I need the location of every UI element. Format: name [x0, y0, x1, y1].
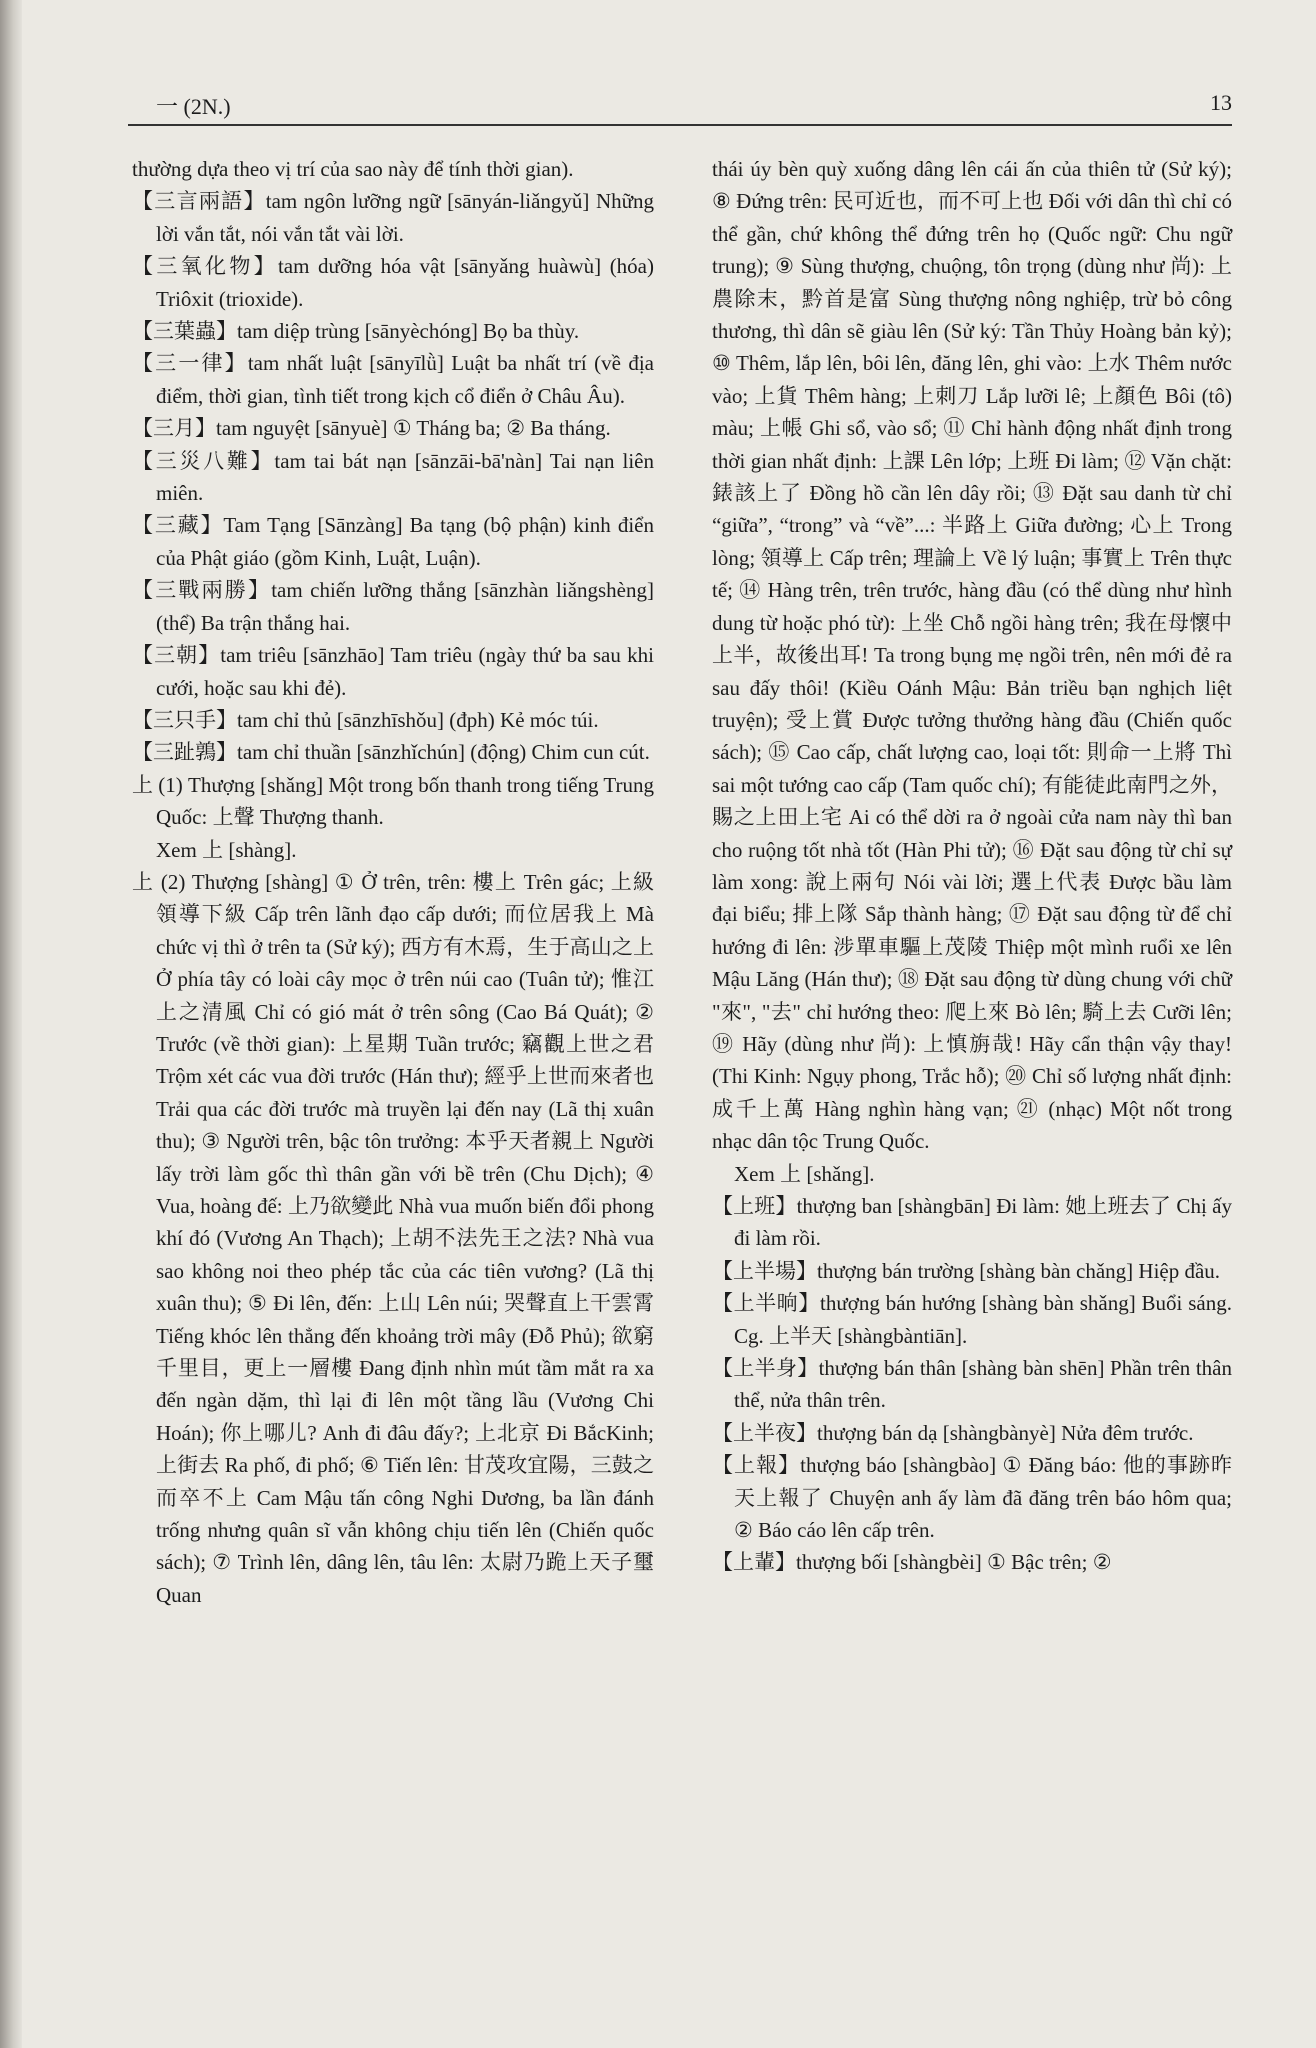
running-head: 一 (2N.)	[156, 94, 231, 119]
entry-thuong-shang-main: 上 (2) Thượng [shàng] ① Ở trên, trên: 樓上 Trên gác; 上級領導下級 Cấp trên lãnh đạo cấp dưới; 而位居我上 Mà chức vị thì ở trên ta (Sử ký); 西方有木焉，生于高山之上 Ở phía tây có loài cây mọc ở trên núi cao (Tuân tử); 惟江上之清風 Chỉ có gió mát ở trên sông (Cao Bá Quát); ② Trước (về thời gian): 上星期 Tuần trước; 竊觀上世之君 Trộm xét các vua đời trước (Hán thư); 經乎上世而來者也 Trải qua các đời trước mà truyền lại đến nay (Lã thị xuân thu); ③ Người trên, bậc tôn trưởng: 本乎天者親上 Người lấy trời làm gốc thì thân gần với bề trên (Chu Dịch); ④ Vua, hoàng đế: 上乃欲變此 Nhà vua muốn biến đổi phong khí đó (Vương An Thạch); 上胡不法先王之法? Nhà vua sao không noi theo phép tắc của các tiên vương? (Lã thị xuân thu); ⑤ Đi lên, đến: 上山 Lên núi; 哭聲直上干雲霄 Tiếng khóc lên thẳng đến khoảng trời mây (Đỗ Phủ); 欲窮千里目，更上一層樓 Đang định nhìn mút tầm mắt ra xa đến ngàn dặm, thì lại đi lên một tầng lầu (Vương Chi Hoán); 你上哪儿? Anh đi đâu đấy?; 上北京 Đi BắcKinh; 上街去 Ra phố, đi phố; ⑥ Tiến lên: 甘茂攻宜陽，三鼓之而卒不上 Cam Mậu tấn công Nghi Dương, ba lần đánh trống nhưng quân sĩ vẫn không chịu tiến lên (Chiến quốc sách); ⑦ Trình lên, dâng lên, tâu lên: 太尉乃跪上天子璽 Quan	[132, 869, 654, 1607]
entry-tam-duong-hoa-vat: 【三氧化物】tam dưỡng hóa vật [sānyǎng huàwù] (hóa) Triôxit (trioxide).	[132, 254, 654, 311]
page-number: 13	[1210, 90, 1232, 115]
continued-entry-thuong: thái úy bèn quỳ xuống dâng lên cái ấn của thiên tử (Sử ký); ⑧ Đứng trên: 民可近也，而不可上也 Đối với dân thì chỉ có thể gần, chứ không thể đứng trên họ (Quốc ngữ: Chu ngữ trung); ⑨ Sùng thượng, chuộng, tôn trọng (dùng như 尚): 上農除末，黔首是富 Sùng thượng nông nghiệp, trừ bỏ công thương, thì dân sẽ giàu lên (Sử ký: Tần Thủy Hoàng bản kỷ); ⑩ Thêm, lắp lên, bôi lên, đăng lên, ghi vào: 上水 Thêm nước vào; 上貨 Thêm hàng; 上刺刀 Lắp lưỡi lê; 上顏色 Bôi (tô) màu; 上帳 Ghi sổ, vào sổ; ⑪ Chỉ hành động nhất định trong thời gian nhất định: 上課 Lên lớp; 上班 Đi làm; ⑫ Vặn chặt: 錶該上了 Đồng hồ cần lên dây rồi; ⑬ Đặt sau danh từ chỉ “giữa”, “trong” và “về”...: 半路上 Giữa đường; 心上 Trong lòng; 領導上 Cấp trên; 理論上 Về lý luận; 事實上 Trên thực tế; ⑭ Hàng trên, trên trước, hàng đầu (có thể dùng như hình dung từ hoặc phó từ): 上坐 Chỗ ngồi hàng trên; 我在母懷中上半，故後出耳! Ta trong bụng mẹ ngồi trên, nên mới đẻ ra sau đấy thôi! (Kiều Oánh Mậu: Bản triều bạn nghịch liệt truyện); 受上賞 Được tưởng thưởng hàng đầu (Chiến quốc sách); ⑮ Cao cấp, chất lượng cao, loại tốt: 則命一上將 Thì sai một tướng cao cấp (Tam quốc chí); 有能徒此南門之外，賜之上田上宅 Ai có thể dời ra ở ngoài cửa nam này thì ban cho ruộng tốt nhà tốt (Hàn Phi tử); ⑯ Đặt sau động từ chỉ sự làm xong: 說上兩句 Nói vài lời; 選上代表 Được bầu làm đại biểu; 排上隊 Sắp thành hàng; ⑰ Đặt sau động từ để chỉ hướng đi lên: 涉單車驅上茂陵 Thiệp một mình ruổi xe lên Mậu Lăng (Hán thư); ⑱ Đặt sau động từ dùng chung với chữ "來", "去" chỉ hướng theo: 爬上來 Bò lên; 騎上去 Cưỡi lên; ⑲ Hãy (dùng như 尚): 上慎旃哉! Hãy cẩn thận vậy thay! (Thi Kinh: Ngụy phong, Trắc hỗ); ⑳ Chỉ số lượng nhất định: 成千上萬 Hàng nghìn hàng vạn; ㉑ (nhạc) Một nốt trong nhạc dân tộc Trung Quốc.	[712, 157, 1232, 1154]
continued-text: thường dựa theo vị trí của sao này để tính thời gian).	[132, 157, 574, 181]
entry-thuong-boi: 【上輩】thượng bối [shàngbèi] ① Bậc trên; ②	[712, 1550, 1112, 1575]
entry-tam-chien-luong-thang: 【三戰兩勝】tam chiến lưỡng thắng [sānzhàn liǎngshèng] (thể) Ba trận thắng hai.	[132, 578, 654, 635]
entry-tam-tang: 【三藏】Tam Tạng [Sānzàng] Ba tạng (bộ phận) kinh điển của Phật giáo (gồm Kinh, Luật, Luận).	[132, 513, 654, 570]
entry-tam-chi-thu: 【三只手】tam chỉ thủ [sānzhīshǒu] (đph) Kẻ móc túi.	[132, 707, 599, 732]
entry-tam-diep-trung: 【三葉蟲】tam diệp trùng [sānyèchóng] Bọ ba thùy.	[132, 319, 580, 344]
entry-tam-trieu: 【三朝】tam triêu [sānzhāo] Tam triêu (ngày thứ ba sau khi cưới, hoặc sau khi đẻ).	[132, 643, 654, 700]
entry-thuong-ban-truong: 【上半場】thượng bán trường [shàng bàn chǎng] Hiệp đầu.	[712, 1258, 1221, 1283]
page-header	[128, 90, 1232, 126]
cross-reference: Xem 上 [shàng].	[156, 837, 297, 862]
right-column	[712, 153, 1232, 1579]
entry-tam-nhat-luat: 【三一律】tam nhất luật [sānyīlǜ] Luật ba nhất trí (về địa điểm, thời gian, tình tiết trong kịch cổ điển ở Châu Âu).	[132, 351, 654, 408]
entry-tam-tai-bat-nan: 【三災八難】tam tai bát nạn [sānzāi-bā'nàn] Tai nạn liên miên.	[132, 448, 654, 506]
entry-thuong-bao: 【上報】thượng báo [shàngbào] ① Đăng báo: 他的事跡昨天上報了 Chuyện anh ấy làm đã đăng trên báo hôm qua; ② Báo cáo lên cấp trên.	[712, 1453, 1232, 1543]
cross-reference: Xem 上 [shǎng].	[734, 1161, 875, 1186]
entry-thuong-ban: 【上班】thượng ban [shàngbān] Đi làm: 她上班去了 Chị ấy đi làm rồi.	[712, 1194, 1232, 1251]
entry-tam-nguyet: 【三月】tam nguyệt [sānyuè] ① Tháng ba; ② Ba tháng.	[132, 416, 611, 441]
entry-thuong-ban-than: 【上半身】thượng bán thân [shàng bàn shēn] Phần trên thân thể, nửa thân trên.	[712, 1356, 1232, 1413]
entry-tam-ngon-luong-ngu: 【三言兩語】tam ngôn lưỡng ngữ [sānyán-liǎngyǔ] Những lời vắn tắt, nói vắn tắt vài lời.	[132, 189, 654, 246]
entry-thuong-ban-da: 【上半夜】thượng bán dạ [shàngbànyè] Nửa đêm trước.	[712, 1420, 1194, 1445]
entry-thuong-ban-huong: 【上半晌】thượng bán hướng [shàng bàn shǎng] Buổi sáng. Cg. 上半天 [shàngbàntiān].	[712, 1291, 1232, 1348]
book-gutter-shadow	[0, 0, 22, 2048]
left-column	[132, 153, 654, 1611]
entry-tam-chi-thuan: 【三趾鶉】tam chỉ thuần [sānzhǐchún] (động) Chim cun cút.	[132, 740, 650, 765]
entry-thuong-shang: 上 (1) Thượng [shǎng] Một trong bốn thanh trong tiếng Trung Quốc: 上聲 Thượng thanh.	[132, 772, 654, 830]
